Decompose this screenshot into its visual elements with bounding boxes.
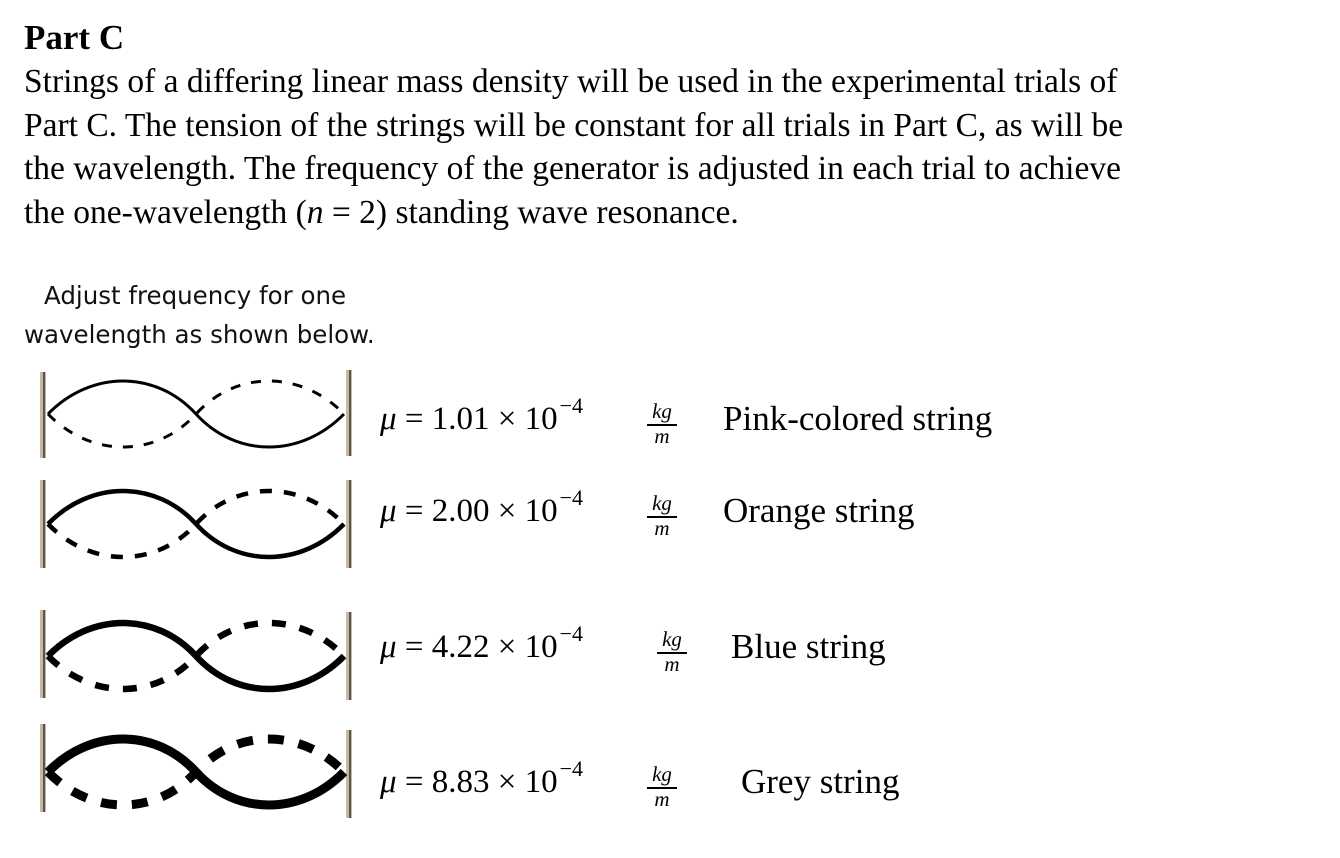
density-mantissa: 8.83 (431, 764, 490, 800)
mu-symbol: μ (380, 629, 397, 665)
density-exponent: −4 (559, 393, 583, 418)
unit-numerator: kg (652, 399, 672, 423)
standing-wave-diagram-pink (36, 370, 366, 470)
paragraph-line-3: the wavelength. The frequency of the generator is adjusted in each trial to achieve (24, 150, 1121, 187)
density-exponent: −4 (559, 485, 583, 510)
density-expression-grey (380, 756, 583, 805)
equals-sign: = (396, 764, 432, 800)
times-ten: × 10 (497, 629, 558, 665)
section-heading: Part C (24, 18, 125, 57)
mu-symbol: μ (380, 493, 397, 529)
unit-denominator: m (664, 652, 680, 676)
string-label-orange: Orange string (723, 491, 915, 530)
density-exponent: −4 (559, 756, 583, 781)
unit-numerator: kg (652, 491, 672, 515)
density-mantissa: 2.00 (431, 493, 490, 529)
standing-wave-diagram-grey (36, 724, 366, 824)
string-label-pink: Pink-colored string (723, 399, 993, 438)
mu-symbol: μ (380, 764, 397, 800)
unit-denominator: m (654, 787, 670, 811)
intro-paragraph (24, 60, 1314, 234)
paragraph-line-4-end: = 2) standing wave resonance. (323, 193, 739, 231)
unit-numerator: kg (652, 762, 672, 786)
wave-dashed (48, 739, 344, 805)
wave-solid (48, 381, 344, 447)
instruction-note (24, 276, 375, 354)
times-ten: × 10 (489, 764, 558, 800)
equals-sign: = (396, 493, 432, 529)
unit-numerator: kg (662, 627, 682, 651)
density-mantissa: 1.01 (431, 401, 490, 437)
density-expression-blue (380, 621, 583, 670)
string-label-grey: Grey string (741, 762, 900, 801)
paragraph-line-4-start: the one-wavelength ( (24, 193, 307, 231)
paragraph-line-2: Part C. The tension of the strings will be constant for all trials in Part C, as will be (24, 106, 1124, 144)
times-ten: × 10 (489, 401, 558, 437)
instruction-line-2: wavelength as shown below. (24, 320, 375, 349)
density-exponent: −4 (559, 621, 583, 646)
string-label-blue: Blue string (731, 627, 886, 666)
density-expression-orange (380, 485, 583, 534)
instruction-line-1: Adjust frequency for one (44, 281, 347, 310)
standing-wave-diagram-orange (36, 478, 366, 578)
density-mantissa: 4.22 (431, 629, 498, 665)
paragraph-line-4 (24, 191, 1314, 235)
mu-symbol: μ (380, 401, 397, 437)
standing-wave-diagram-blue (36, 608, 366, 708)
wave-solid (48, 623, 344, 689)
density-expression-pink (380, 393, 583, 442)
times-ten: × 10 (489, 493, 558, 529)
unit-denominator: m (654, 424, 670, 448)
wave-solid (48, 491, 344, 557)
equals-sign: = (396, 629, 432, 665)
equals-sign: = (396, 401, 432, 437)
unit-denominator: m (654, 516, 670, 540)
mode-number-variable: n (306, 193, 324, 231)
paragraph-line-1: Strings of a differing linear mass density will be used in the experimental trials of (24, 63, 1118, 100)
